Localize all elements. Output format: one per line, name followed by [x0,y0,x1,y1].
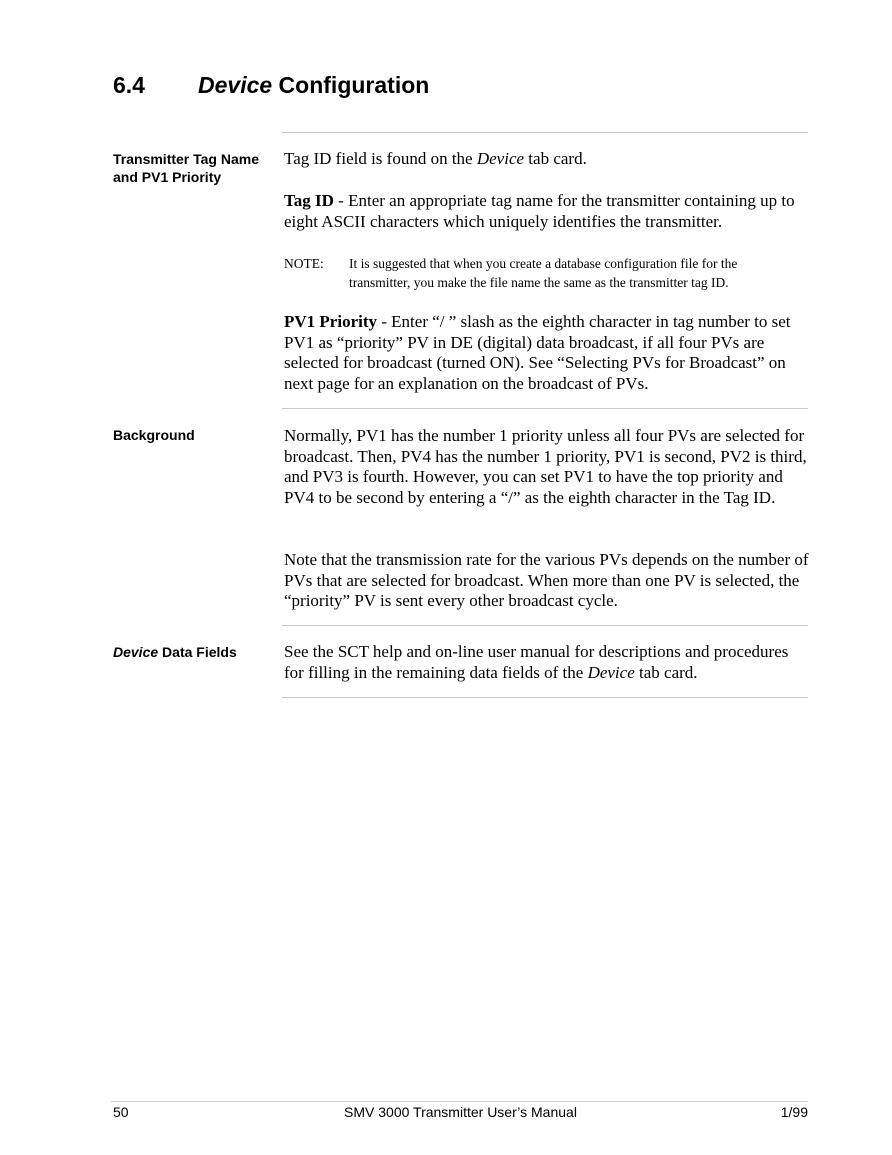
page-footer [113,1104,808,1124]
intro-italic: Device [476,149,525,168]
section-title-rest: Configuration [272,72,430,98]
divider-top [282,132,808,133]
footer-rule [111,1101,808,1102]
note-label: NOTE: [284,256,324,271]
note-block [284,254,784,292]
footer-date: 1/99 [780,1104,808,1120]
tagid-description [284,191,810,232]
tagid-text: - Enter an appropriate tag name for the transmitter containing up to eight ASCII characters which uniquely identifies the transmitter. [284,191,795,231]
background-para2 [284,550,810,612]
tagid-term: Tag ID [284,191,334,210]
side-label-line2: and PV1 Priority [113,169,222,185]
divider-1 [282,408,808,409]
footer-page-number: 50 [113,1104,129,1120]
device-text-italic: Device [587,662,635,682]
footer-manual-title: SMV 3000 Transmitter User’s Manual [344,1104,577,1120]
tagid-intro [284,149,810,170]
pv1-term: PV1 Priority [284,312,377,331]
background-para1-text: Normally, PV1 has the number 1 priority unless all four PVs are selected for broadcast. Then, PV4 has the number 1 priority, PV1 is second, PV2 is third, and PV3 is fourth. However, you can set PV1 to have the top priority and PV4 to be second by entering a “/” as the eighth character in the Tag ID. [284,426,807,507]
side-label-transmitter-tag [113,150,273,186]
device-data-fields-text [284,642,810,683]
device-text-before: See the SCT help and on-line user manual for descriptions and procedures for filling in the remaining data fields of the [284,642,789,682]
section-heading [113,72,429,99]
side-label-background: Background [113,427,195,443]
note-text: It is suggested that when you create a database configuration file for the transmitter, you make the file name the same as the transmitter tag ID. [349,256,738,290]
pv1-text: - Enter “/ ” slash as the eighth character in tag number to set PV1 as “priority” PV in DE (digital) data broadcast, if all four PVs are selected for broadcast (turned ON). See “Selecting PVs for Broadcast” on next page for an explanation on the broadcast of PVs. [284,312,791,393]
pv1-priority-description [284,312,810,394]
side-label-rest: Data Fields [158,644,237,660]
intro-text: Tag ID field is found on the [284,149,477,168]
divider-3 [282,697,808,698]
divider-2 [282,625,808,626]
background-para2-text: Note that the transmission rate for the various PVs depends on the number of PVs that are selected for broadcast. When more than one PV is selected, the “priority” PV is sent every other broadcast cycle. [284,550,809,610]
section-number: 6.4 [113,72,145,98]
device-text-after: tab card. [634,662,698,682]
side-label-italic: Device [113,644,159,660]
background-para1 [284,426,810,508]
side-label-device-data-fields [113,643,273,661]
side-label-line1: Transmitter Tag Name [113,151,260,167]
intro-text-end: tab card. [524,149,587,168]
section-title-italic: Device [198,72,273,98]
